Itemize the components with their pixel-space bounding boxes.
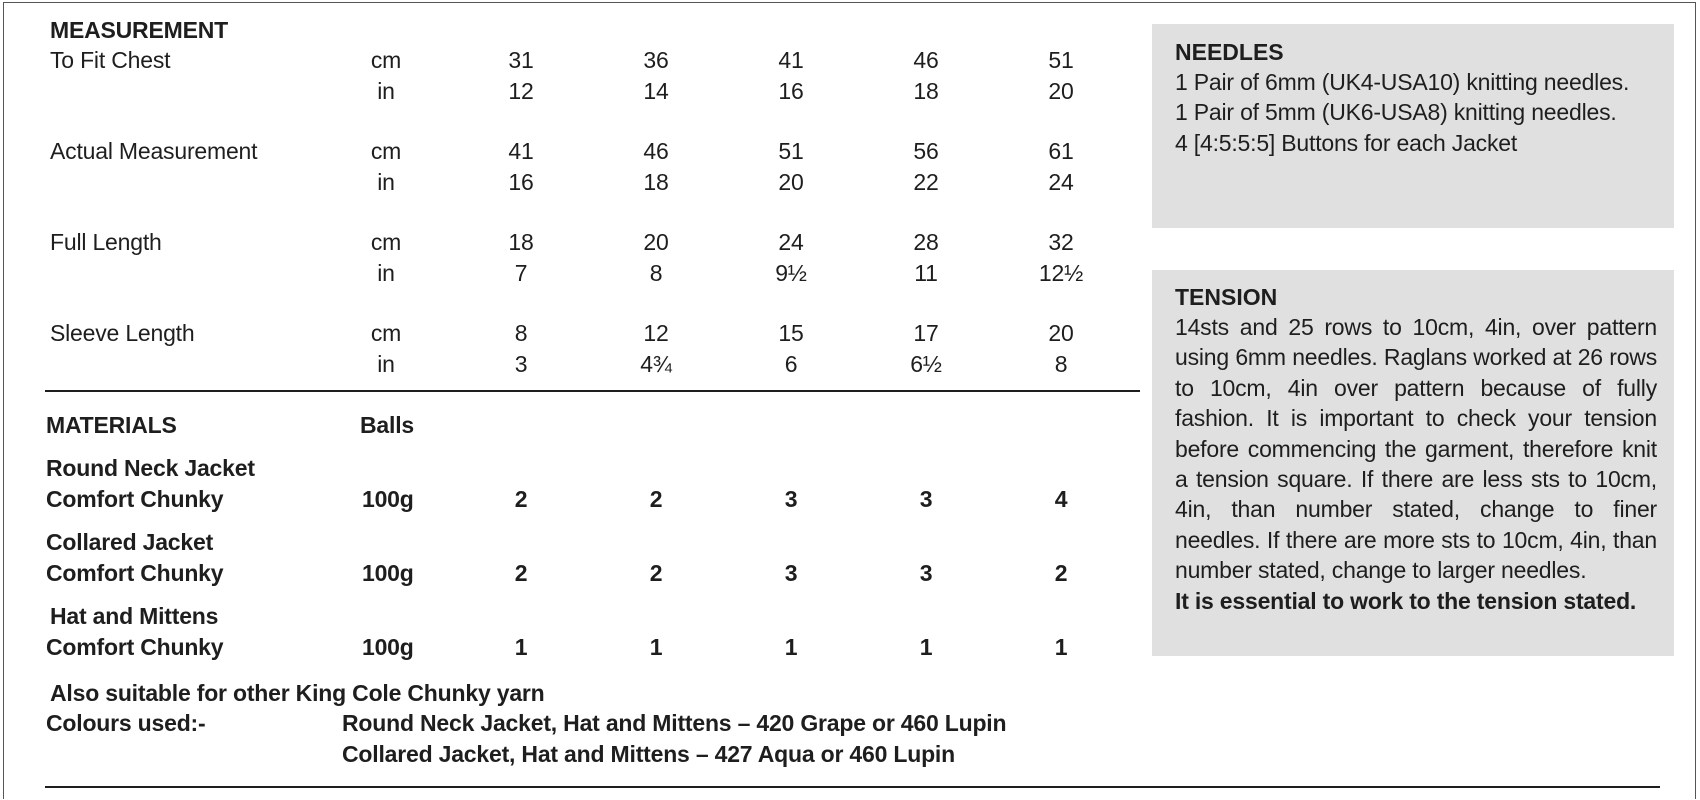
measurement-value-in: 6 <box>784 350 798 377</box>
measurement-value-in: 12 <box>508 77 534 104</box>
measurement-value-in: 9½ <box>775 259 807 286</box>
material-weight: 100g <box>362 486 414 512</box>
material-balls-value: 1 <box>919 634 933 660</box>
material-name: Hat and Mittens <box>50 603 219 629</box>
measurement-label: To Fit Chest <box>50 47 171 73</box>
measurement-value-in: 20 <box>778 168 804 195</box>
measurement-value-in: 22 <box>913 168 939 195</box>
materials-heading: MATERIALS <box>46 412 177 438</box>
material-balls-value: 3 <box>919 486 933 512</box>
material-name: Collared Jacket <box>46 529 214 555</box>
tension-emphasis: It is essential to work to the tension stated. <box>1175 587 1637 614</box>
measurement-value-cm: 20 <box>643 229 669 255</box>
measurement-value-cm: 61 <box>1048 138 1074 164</box>
measurement-label: Full Length <box>50 229 162 255</box>
material-balls-value: 2 <box>514 486 528 512</box>
material-balls-value: 2 <box>1054 560 1068 586</box>
measurement-value-cm: 46 <box>643 138 669 164</box>
measurement-value-in: 20 <box>1048 77 1074 104</box>
measurement-value-in: 16 <box>508 168 534 195</box>
measurement-value-cm: 20 <box>1048 320 1074 346</box>
measurement-value-in: 3 <box>514 350 528 377</box>
measurement-value-in: 6½ <box>910 350 942 377</box>
measurement-value-cm: 32 <box>1048 229 1074 255</box>
unit-in: in <box>377 168 395 195</box>
material-balls-value: 1 <box>784 634 798 660</box>
measurement-value-in: 16 <box>778 77 804 104</box>
measurement-heading: MEASUREMENT <box>50 17 228 43</box>
material-balls-value: 2 <box>649 486 663 512</box>
balls-label: Balls <box>360 412 414 438</box>
material-balls-value: 3 <box>919 560 933 586</box>
measurement-value-in: 8 <box>649 259 663 286</box>
measurement-value-cm: 8 <box>514 320 528 346</box>
measurement-value-in: 24 <box>1048 168 1074 195</box>
material-name: Round Neck Jacket <box>46 455 255 481</box>
unit-in: in <box>377 259 395 286</box>
material-balls-value: 1 <box>649 634 663 660</box>
measurement-value-cm: 41 <box>508 138 534 164</box>
measurement-value-in: 14 <box>643 77 669 104</box>
unit-cm: cm <box>370 47 402 73</box>
unit-in: in <box>377 77 395 104</box>
needles-panel <box>1152 24 1674 228</box>
measurement-label: Sleeve Length <box>50 320 195 346</box>
needles-line-3: 4 [4:5:5:5] Buttons for each Jacket <box>1175 129 1518 156</box>
colours-line-1: Round Neck Jacket, Hat and Mittens – 420 Grape or 460 Lupin <box>342 710 1007 736</box>
measurement-value-cm: 12 <box>643 320 669 346</box>
measurement-value-in: 7 <box>514 259 528 286</box>
measurement-value-in: 11 <box>914 259 938 286</box>
tension-panel <box>1152 270 1674 656</box>
needles-line-2: 1 Pair of 5mm (UK6-USA8) knitting needles. <box>1175 99 1617 126</box>
measurement-value-cm: 51 <box>778 138 804 164</box>
material-balls-value: 3 <box>784 560 798 586</box>
unit-cm: cm <box>370 320 402 346</box>
bottom-rule <box>45 786 1660 788</box>
material-balls-value: 2 <box>514 560 528 586</box>
material-weight: 100g <box>362 560 414 586</box>
unit-cm: cm <box>370 229 402 255</box>
material-balls-value: 3 <box>784 486 798 512</box>
measurement-value-cm: 56 <box>913 138 939 164</box>
material-balls-value: 1 <box>514 634 528 660</box>
measurement-value-cm: 36 <box>643 47 669 73</box>
measurement-value-cm: 18 <box>508 229 534 255</box>
material-balls-value: 4 <box>1054 486 1068 512</box>
section-divider <box>45 390 1140 392</box>
material-balls-value: 1 <box>1054 634 1068 660</box>
measurement-value-in: 12½ <box>1038 259 1084 286</box>
measurement-value-in: 18 <box>913 77 939 104</box>
measurement-value-in: 4¾ <box>640 350 672 377</box>
measurement-value-cm: 41 <box>778 47 804 73</box>
material-yarn: Comfort Chunky <box>46 486 224 512</box>
colours-label: Colours used:- <box>46 710 206 736</box>
unit-cm: cm <box>370 138 402 164</box>
needles-heading: NEEDLES <box>1175 39 1284 65</box>
measurement-value-cm: 51 <box>1048 47 1074 73</box>
material-weight: 100g <box>362 634 414 660</box>
material-balls-value: 2 <box>649 560 663 586</box>
measurement-value-cm: 15 <box>778 320 804 346</box>
measurement-value-cm: 31 <box>508 47 534 73</box>
measurement-value-cm: 28 <box>913 229 939 255</box>
measurement-value-in: 18 <box>643 168 669 195</box>
measurement-value-cm: 17 <box>913 320 939 346</box>
material-yarn: Comfort Chunky <box>46 560 224 586</box>
material-yarn: Comfort Chunky <box>46 634 224 660</box>
unit-in: in <box>377 350 395 377</box>
colours-line-2: Collared Jacket, Hat and Mittens – 427 Aqua or 460 Lupin <box>342 741 955 767</box>
measurement-value-cm: 24 <box>778 229 804 255</box>
measurement-value-cm: 46 <box>913 47 939 73</box>
measurement-label: Actual Measurement <box>50 138 258 164</box>
tension-heading: TENSION <box>1175 284 1278 310</box>
tension-body: 14sts and 25 rows to 10cm, 4in, over pattern using 6mm needles. Raglans worked at 26 rows to 10cm, 4in over pattern because of fully fashion. It is important to check your tension before commencing the garment, therefore knit a tension square. If there are less sts to 10cm, 4in, than number stated, change to finer needles. If there are more sts to 10cm, 4in, than number stated, change to larger needles. <box>1175 314 1657 584</box>
needles-line-1: 1 Pair of 6mm (UK4-USA10) knitting needles. <box>1175 69 1630 95</box>
also-suitable-note: Also suitable for other King Cole Chunky yarn <box>50 680 545 706</box>
measurement-value-in: 8 <box>1054 350 1068 377</box>
